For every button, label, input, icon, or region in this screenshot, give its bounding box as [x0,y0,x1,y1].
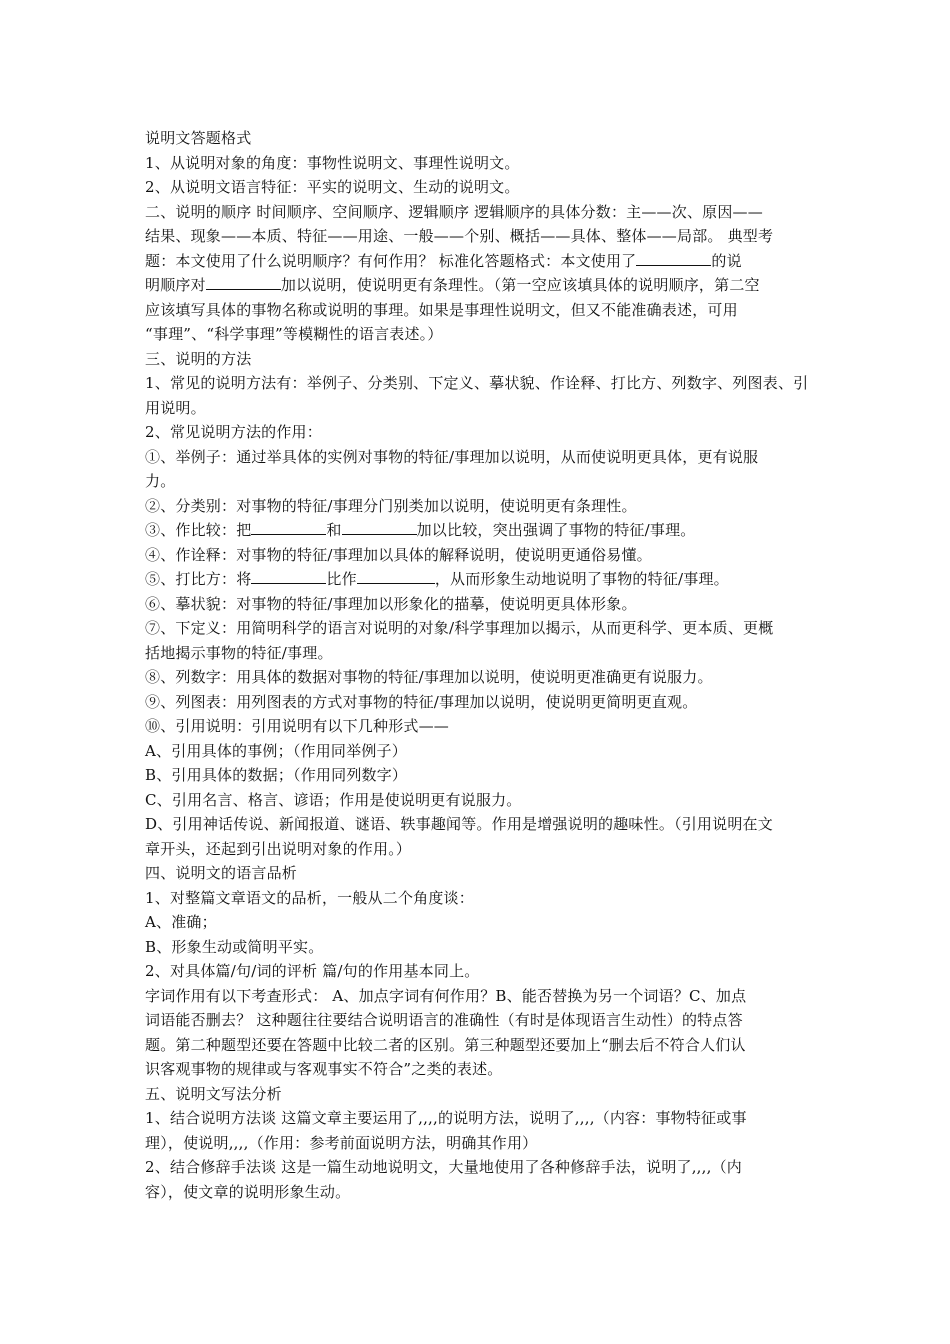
paragraph: 用说明。 [145,398,206,417]
list-item: B、形象生动或简明平实。 [145,937,324,956]
paragraph-order-line: “事理”、“科学事理”等模糊性的语言表述。） [145,325,443,343]
list-item: A、引用具体的事例；（作用同举例子） [145,741,407,760]
paragraph: 2、结合修辞手法谈 这是一篇生动地说明文，大量地使用了各种修辞手法，说明了,,,,（内 [145,1158,742,1176]
list-item: B、引用具体的数据；（作用同列数字） [145,766,408,784]
paragraph: 2、从说明文语言特征：平实的说明文、生动的说明文。 [145,178,520,196]
section-heading: 四、说明文的语言品析 [145,864,298,882]
section-heading: 三、说明的方法 [145,349,252,368]
paragraph-order-line: 应该填写具体的事物名称或说明的事理。如果是事理性说明文，但又不能准确表述，可用 [145,300,738,319]
paragraph: 容），使文章的说明形象生动。 [145,1182,351,1201]
list-item: ⑦、下定义：用简明科学的语言对说明的对象/科学事理加以揭示，从而更科学、更本质、更概 [145,619,774,637]
fill-blank [251,569,326,584]
paragraph: 题。第二种题型还要在答题中比较二者的区别。第三种题型还要加上“删去后不符合人们认 [145,1035,746,1054]
text-segment: 加以比较，突出强调了事物的特征/事理。 [416,521,696,539]
paragraph: 1、结合说明方法谈 这篇文章主要运用了,,,,的说明方法，说明了,,,,（内容：事物特征或事 [145,1109,747,1127]
list-item: ①、举例子：通过举具体的实例对事物的特征/事理加以说明，从而使说明更具体，更有说服 [145,447,759,466]
paragraph: 2、对具体篇/句/词的评析 篇/句的作用基本同上。 [145,962,480,980]
text-segment: ③、作比较：把 [145,521,252,539]
list-item: ⑥、摹状貌：对事物的特征/事理加以形象化的描摹，使说明更具体形象。 [145,594,637,613]
text-segment: ，从而形象生动地说明了事物的特征/事理。 [434,570,729,588]
paragraph: 1、对整篇文章语文的品析，一般从二个角度谈： [145,888,474,907]
list-item: ②、分类别：对事物的特征/事理分门别类加以说明，使说明更有条理性。 [145,496,637,515]
paragraph: 理），使说明,,,,（作用：参考前面说明方法，明确其作用） [145,1133,538,1152]
list-item: 括地揭示事物的特征/事理。 [145,643,333,662]
paragraph-order-line: 二、说明的顺序 时间顺序、空间顺序、逻辑顺序 逻辑顺序的具体分数：主——次、原因—— [145,202,763,221]
list-item: 章开头，还起到引出说明对象的作用。） [145,839,412,858]
list-item [145,567,810,592]
document-page [145,126,810,1204]
list-item: D、引用神话传说、新闻报道、谜语、轶事趣闻等。作用是增强说明的趣味性。（引用说明在文 [145,815,773,833]
text-segment: 明顺序对 [145,276,206,294]
list-item: C、引用名言、格言、谚语；作用是使说明更有说服力。 [145,790,522,809]
document-title: 说明文答题格式 [145,129,252,147]
fill-blank [251,520,326,535]
text-segment: 的说 [711,251,742,270]
paragraph: 1、常见的说明方法有：举例子、分类别、下定义、摹状貌、作诠释、打比方、列数字、列图表、引 [145,374,809,392]
list-item: 力。 [145,472,176,490]
list-item [145,518,810,543]
list-item: ④、作诠释：对事物的特征/事理加以具体的解释说明，使说明更通俗易懂。 [145,545,652,564]
paragraph: 词语能否删去？ 这种题往往要结合说明语言的准确性（有时是体现语言生动性）的特点答 [145,1011,743,1029]
fill-blank [342,520,417,535]
paragraph-order-line [145,273,810,298]
fill-blank [357,569,435,584]
fill-blank [636,251,711,266]
paragraph: 识客观事物的规律或与客观事实不符合”之类的表述。 [145,1060,503,1078]
list-item: ⑨、列图表：用列图表的方式对事物的特征/事理加以说明，使说明更简明更直观。 [145,692,698,711]
paragraph-order-line [145,249,810,274]
text-segment: 和 [326,521,342,539]
list-item: A、准确； [145,913,217,931]
paragraph: 1、从说明对象的角度：事物性说明文、事理性说明文。 [145,153,520,172]
list-item: ⑧、列数字：用具体的数据对事物的特征/事理加以说明，使说明更准确更有说服力。 [145,668,713,686]
paragraph-order-line: 结果、现象——本质、特征——用途、一般——个别、概括——具体、整体——局部。 典型考 [145,227,774,245]
text-segment: 加以说明，使说明更有条理性。（第一空应该填具体的说明顺序，第二空 [280,276,760,294]
section-heading: 五、说明文写法分析 [145,1084,282,1103]
list-item: ⑩、引用说明：引用说明有以下几种形式—— [145,717,450,735]
fill-blank [206,275,281,290]
text-segment: 比作 [326,570,357,588]
text-segment: 题：本文使用了什么说明顺序？有何作用？ 标准化答题格式：本文使用了 [145,251,637,270]
text-segment: ⑤、打比方：将 [145,570,252,588]
paragraph: 2、常见说明方法的作用： [145,423,322,441]
paragraph: 字词作用有以下考查形式： A、加点字词有何作用？B、能否替换为另一个词语？C、加点 [145,986,747,1005]
